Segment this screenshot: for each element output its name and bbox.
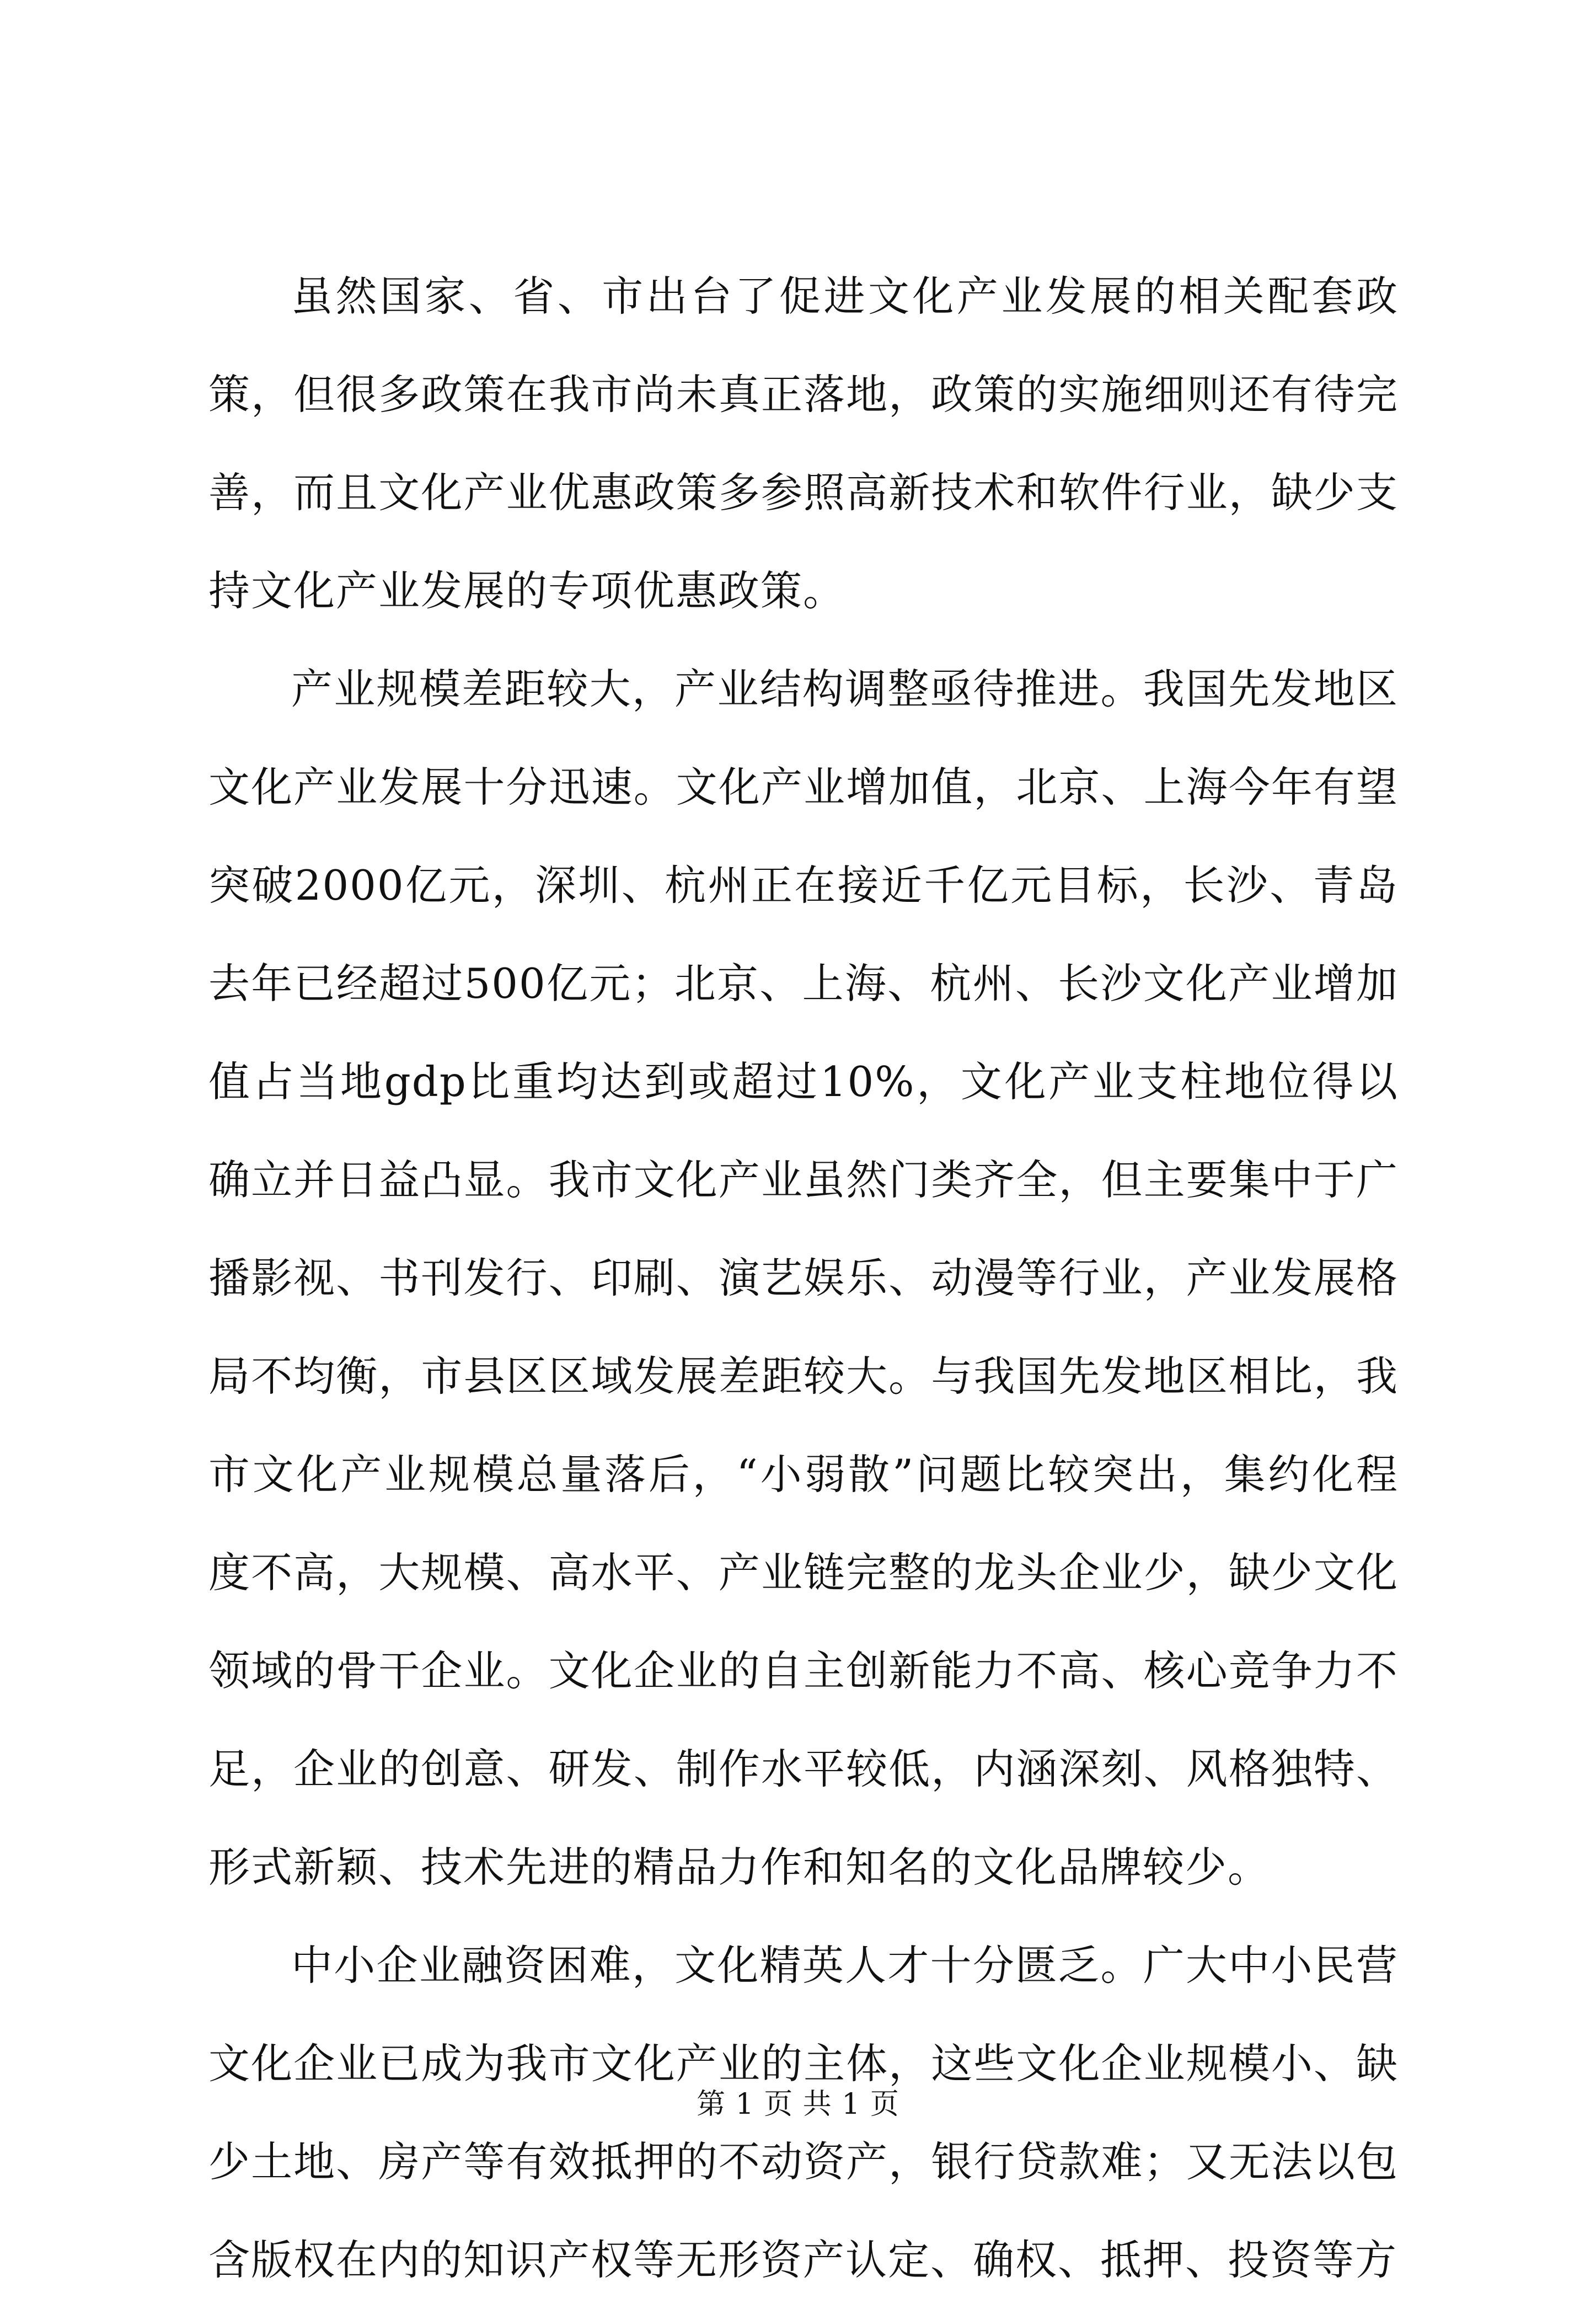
page-footer: [0, 2085, 1596, 2124]
page-number-label: 第 1 页 共 1 页: [697, 2088, 899, 2121]
paragraph-policy: 虽然国家、省、市出台了促进文化产业发展的相关配套政策，但很多政策在我市尚未真正落地，政策的实施细则还有待完善，而且文化产业优惠政策多参照高新技术和软件行业，缺少支持文化产业发展的专项优惠政策。: [208, 272, 1399, 615]
paragraph-financing: 中小企业融资困难，文化精英人才十分匮乏。广大中小民营文化企业已成为我市文化产业的主体，这些文化企业规模小、缺少土地、房产等有效抵押的不动资产，银行贷款难；又无法以包含版权在内的知识产权等无形资产认定、确权、抵押、投资等方: [208, 1941, 1399, 2284]
document-body: [208, 247, 1399, 2309]
paragraph-industry-scale: 产业规模差距较大，产业结构调整亟待推进。我国先发地区文化产业发展十分迅速。文化产业增加值，北京、上海今年有望突破2000亿元，深圳、杭州正在接近千亿元目标，长沙、青岛去年已经超过500亿元；北京、上海、杭州、长沙文化产业增加值占当地gdp比重均达到或超过10%，文化产业支柱地位得以确立并日益凸显。我市文化产业虽然门类齐全，但主要集中于广播影视、书刊发行、印刷、演艺娱乐、动漫等行业，产业发展格局不均衡，市县区区域发展差距较大。与我国先发地区相比，我市文化产业规模总量落后，“小弱散”问题比较突出，集约化程度不高，大规模、高水平、产业链完整的龙头企业少，缺少文化领域的骨干企业。文化企业的自主创新能力不高、核心竞争力不足，企业的创意、研发、制作水平较低，内涵深刻、风格独特、形式新颖、技术先进的精品力作和知名的文化品牌较少。: [208, 665, 1399, 1891]
